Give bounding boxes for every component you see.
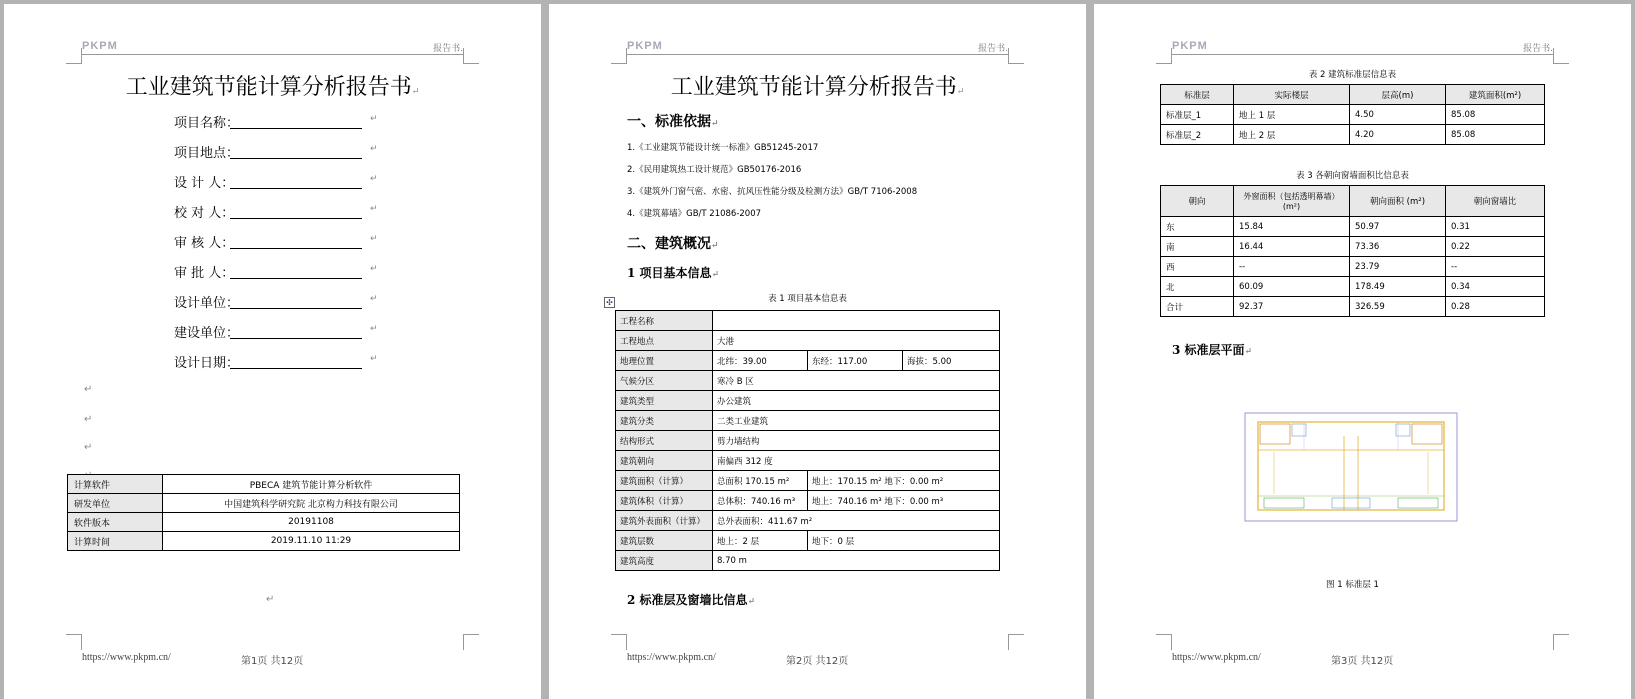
table-cell: 92.37 bbox=[1234, 297, 1350, 317]
crop-mark bbox=[611, 634, 627, 650]
table-cell: 寒冷 B 区 bbox=[713, 371, 1000, 391]
header-label: 报告书. bbox=[433, 44, 463, 54]
field-label: 审 批 人： bbox=[174, 266, 235, 281]
subsection-heading-project: 1 项目基本信息↵ bbox=[627, 266, 720, 280]
table-cell: 海拔：5.00 bbox=[903, 351, 1000, 371]
page-title: 工业建筑节能计算分析报告书↵ bbox=[125, 75, 420, 100]
table-cell: 建筑高度 bbox=[616, 551, 713, 571]
field-label: 审 核 人： bbox=[174, 236, 235, 251]
table-header-cell: 朝向窗墙比 bbox=[1446, 186, 1545, 217]
table-cell: 50.97 bbox=[1350, 217, 1446, 237]
form-row-checker[interactable]: 校 对 人： ↵ bbox=[174, 204, 378, 221]
table-cell: 工程地点 bbox=[616, 331, 713, 351]
paragraph-mark: ↵ bbox=[84, 414, 93, 425]
table-cell: 北 bbox=[1161, 277, 1234, 297]
table-row bbox=[1161, 257, 1545, 277]
crop-mark bbox=[463, 634, 479, 650]
table-cell: 研发单位 bbox=[68, 494, 163, 513]
table-row bbox=[616, 411, 1000, 431]
table-cell: 0.22 bbox=[1446, 237, 1545, 257]
page-title: 工业建筑节能计算分析报告书↵ bbox=[670, 75, 965, 100]
crop-mark bbox=[611, 48, 627, 64]
footer-url[interactable]: https://www.pkpm.cn/ bbox=[627, 652, 716, 663]
table-caption: 表 2 建筑标准层信息表 bbox=[1308, 70, 1397, 80]
table-move-handle-icon[interactable]: ✣ bbox=[604, 297, 615, 308]
paragraph-mark: ↵ bbox=[84, 384, 93, 395]
table-cell: 办公建筑 bbox=[713, 391, 1000, 411]
form-row-construction-unit[interactable]: 建设单位： ↵ bbox=[174, 324, 378, 341]
field-label: 设计单位： bbox=[174, 296, 240, 311]
header-rule bbox=[82, 54, 463, 55]
table-row bbox=[68, 475, 460, 494]
table-cell: 建筑外表面积（计算） bbox=[616, 511, 713, 531]
field-label: 校 对 人： bbox=[174, 206, 235, 221]
table-cell: 建筑面积（计算） bbox=[616, 471, 713, 491]
reference-item: 1.《工业建筑节能设计统一标准》GB51245-2017 bbox=[627, 143, 819, 153]
table-cell: 0.31 bbox=[1446, 217, 1545, 237]
table-row bbox=[1161, 105, 1545, 125]
table-cell: 地上：2 层 bbox=[713, 531, 808, 551]
table-row bbox=[1161, 297, 1545, 317]
table-header-cell: 层高(m) bbox=[1350, 85, 1446, 105]
field-label: 项目地点： bbox=[174, 146, 240, 161]
form-row-design-date[interactable]: 设计日期： ↵ bbox=[174, 354, 378, 371]
table-cell: 地下：0 层 bbox=[808, 531, 1000, 551]
table-cell: 结构形式 bbox=[616, 431, 713, 451]
table-header-cell: 朝向面积 (m²) bbox=[1350, 186, 1446, 217]
table-row bbox=[1161, 237, 1545, 257]
section-heading-basis: 一、标准依据↵ bbox=[627, 114, 719, 130]
standard-floor-table bbox=[1160, 84, 1545, 145]
table-cell: 地理位置 bbox=[616, 351, 713, 371]
table-cell: 73.36 bbox=[1350, 237, 1446, 257]
table-cell: 合计 bbox=[1161, 297, 1234, 317]
header-rule bbox=[1172, 54, 1553, 55]
pkpm-logo: PKPM bbox=[627, 40, 663, 52]
table-cell: 60.09 bbox=[1234, 277, 1350, 297]
report-page-2 bbox=[549, 4, 1086, 699]
crop-mark bbox=[1553, 48, 1569, 64]
table-cell: 总体积：740.16 m³ bbox=[713, 491, 808, 511]
table-header-cell: 建筑面积(m²) bbox=[1446, 85, 1545, 105]
table-header-cell: 外窗面积（包括透明幕墙）(m²) bbox=[1234, 186, 1350, 217]
table-cell: 北纬：39.00 bbox=[713, 351, 808, 371]
table-row bbox=[616, 491, 1000, 511]
table-cell: 地上 2 层 bbox=[1234, 125, 1350, 145]
table-row bbox=[616, 451, 1000, 471]
field-label: 设计日期： bbox=[174, 356, 240, 371]
report-page-1 bbox=[4, 4, 541, 699]
table-cell: 4.20 bbox=[1350, 125, 1446, 145]
table-row bbox=[68, 532, 460, 551]
table-cell: 工程名称 bbox=[616, 311, 713, 331]
table-cell: 建筑朝向 bbox=[616, 451, 713, 471]
header-rule bbox=[627, 54, 1008, 55]
reference-item: 2.《民用建筑热工设计规范》GB50176-2016 bbox=[627, 165, 802, 175]
table-cell: 16.44 bbox=[1234, 237, 1350, 257]
table-cell: 地上：740.16 m³ 地下：0.00 m³ bbox=[808, 491, 1000, 511]
table-row bbox=[616, 551, 1000, 571]
table-header-cell: 朝向 bbox=[1161, 186, 1234, 217]
table-cell: 标准层_1 bbox=[1161, 105, 1234, 125]
reference-item: 4.《建筑幕墙》GB/T 21086-2007 bbox=[627, 209, 762, 219]
table-cell: 建筑层数 bbox=[616, 531, 713, 551]
table-cell: 20191108 bbox=[163, 513, 460, 532]
table-row bbox=[68, 513, 460, 532]
table-header-row bbox=[1161, 85, 1545, 105]
software-info-table bbox=[67, 474, 460, 551]
table-header-cell: 实际楼层 bbox=[1234, 85, 1350, 105]
table-caption: 表 3 各朝向窗墙面积比信息表 bbox=[1296, 171, 1409, 181]
paragraph-mark: ↵ bbox=[84, 442, 93, 453]
reference-item: 3.《建筑外门窗气密、水密、抗风压性能分级及检测方法》GB/T 7106-2008 bbox=[627, 187, 918, 197]
footer-url[interactable]: https://www.pkpm.cn/ bbox=[82, 652, 171, 663]
form-row-reviewer[interactable]: 审 核 人： ↵ bbox=[174, 234, 378, 251]
section-heading-overview: 二、建筑概况↵ bbox=[627, 236, 719, 252]
table-cell: 二类工业建筑 bbox=[713, 411, 1000, 431]
crop-mark bbox=[66, 48, 82, 64]
table-row bbox=[1161, 125, 1545, 145]
table-cell: 建筑体积（计算） bbox=[616, 491, 713, 511]
table-cell: 15.84 bbox=[1234, 217, 1350, 237]
pkpm-logo: PKPM bbox=[1172, 40, 1208, 52]
footer-url[interactable]: https://www.pkpm.cn/ bbox=[1172, 652, 1261, 663]
table-row bbox=[1161, 217, 1545, 237]
table-cell: 标准层_2 bbox=[1161, 125, 1234, 145]
table-cell: 西 bbox=[1161, 257, 1234, 277]
table-cell: 大港 bbox=[713, 331, 1000, 351]
table-cell: 0.28 bbox=[1446, 297, 1545, 317]
figure-caption: 图 1 标准层 1 bbox=[1326, 580, 1379, 590]
report-page-3 bbox=[1094, 4, 1631, 699]
table-cell: 2019.11.10 11:29 bbox=[163, 532, 460, 551]
table-row bbox=[616, 391, 1000, 411]
table-row bbox=[616, 471, 1000, 491]
table-cell: 总面积 170.15 m² bbox=[713, 471, 808, 491]
field-label: 建设单位： bbox=[174, 326, 240, 341]
window-wall-ratio-table bbox=[1160, 185, 1545, 317]
table-row bbox=[616, 371, 1000, 391]
crop-mark bbox=[66, 634, 82, 650]
table-row bbox=[616, 531, 1000, 551]
footer-page-number: 第1页 共12页 bbox=[241, 656, 304, 667]
floor-plan-image bbox=[1244, 412, 1458, 522]
table-cell: 建筑类型 bbox=[616, 391, 713, 411]
table-cell: 中国建筑科学研究院 北京构力科技有限公司 bbox=[163, 494, 460, 513]
table-row bbox=[616, 431, 1000, 451]
table-cell: 8.70 m bbox=[713, 551, 1000, 571]
table-row bbox=[1161, 277, 1545, 297]
crop-mark bbox=[1008, 48, 1024, 64]
table-cell: 326.59 bbox=[1350, 297, 1446, 317]
table-cell: 4.50 bbox=[1350, 105, 1446, 125]
crop-mark bbox=[1553, 634, 1569, 650]
table-row bbox=[616, 331, 1000, 351]
subsection-heading-floor-plan: 3 标准层平面↵ bbox=[1172, 343, 1253, 357]
table-cell: 计算时间 bbox=[68, 532, 163, 551]
subsection-heading-window-ratio: 2 标准层及窗墙比信息↵ bbox=[627, 593, 756, 607]
field-label: 项目名称： bbox=[174, 116, 240, 131]
table-cell: 气候分区 bbox=[616, 371, 713, 391]
table-cell: 南偏西 312 度 bbox=[713, 451, 1000, 471]
table-cell: 计算软件 bbox=[68, 475, 163, 494]
footer-page-number: 第3页 共12页 bbox=[1331, 656, 1394, 667]
table-cell: 地上：170.15 m² 地下：0.00 m² bbox=[808, 471, 1000, 491]
form-row-designer[interactable]: 设 计 人： ↵ bbox=[174, 174, 378, 191]
field-label: 设 计 人： bbox=[174, 176, 235, 191]
footer-page-number: 第2页 共12页 bbox=[786, 656, 849, 667]
table-cell: -- bbox=[1446, 257, 1545, 277]
project-info-table bbox=[615, 310, 1000, 571]
table-row bbox=[68, 494, 460, 513]
table-row bbox=[616, 311, 1000, 331]
table-cell: -- bbox=[1234, 257, 1350, 277]
table-cell: 178.49 bbox=[1350, 277, 1446, 297]
table-row bbox=[616, 511, 1000, 531]
table-cell: 东经：117.00 bbox=[808, 351, 903, 371]
crop-mark bbox=[463, 48, 479, 64]
form-row-project-location[interactable]: 项目地点： ↵ bbox=[174, 144, 378, 161]
form-row-design-unit[interactable]: 设计单位： ↵ bbox=[174, 294, 378, 311]
form-row-approver[interactable]: 审 批 人： ↵ bbox=[174, 264, 378, 281]
crop-mark bbox=[1156, 634, 1172, 650]
crop-mark bbox=[1008, 634, 1024, 650]
table-cell: 剪力墙结构 bbox=[713, 431, 1000, 451]
table-row bbox=[616, 351, 1000, 371]
table-cell: 总外表面积：411.67 m² bbox=[713, 511, 1000, 531]
table-cell: PBECA 建筑节能计算分析软件 bbox=[163, 475, 460, 494]
header-label: 报告书. bbox=[1523, 44, 1553, 54]
table-cell: 地上 1 层 bbox=[1234, 105, 1350, 125]
table-cell: 软件版本 bbox=[68, 513, 163, 532]
table-cell: 南 bbox=[1161, 237, 1234, 257]
table-cell: 0.34 bbox=[1446, 277, 1545, 297]
table-header-cell: 标准层 bbox=[1161, 85, 1234, 105]
table-header-row bbox=[1161, 186, 1545, 217]
form-row-project-name[interactable]: 项目名称： ↵ bbox=[174, 114, 378, 131]
table-cell: 建筑分类 bbox=[616, 411, 713, 431]
crop-mark bbox=[1156, 48, 1172, 64]
table-cell: 85.08 bbox=[1446, 125, 1545, 145]
table-cell: 85.08 bbox=[1446, 105, 1545, 125]
table-cell: 东 bbox=[1161, 217, 1234, 237]
paragraph-mark: ↵ bbox=[266, 594, 275, 605]
table-cell: 23.79 bbox=[1350, 257, 1446, 277]
table-caption: 表 1 项目基本信息表 bbox=[768, 294, 847, 304]
pkpm-logo: PKPM bbox=[82, 40, 118, 52]
header-label: 报告书. bbox=[978, 44, 1008, 54]
